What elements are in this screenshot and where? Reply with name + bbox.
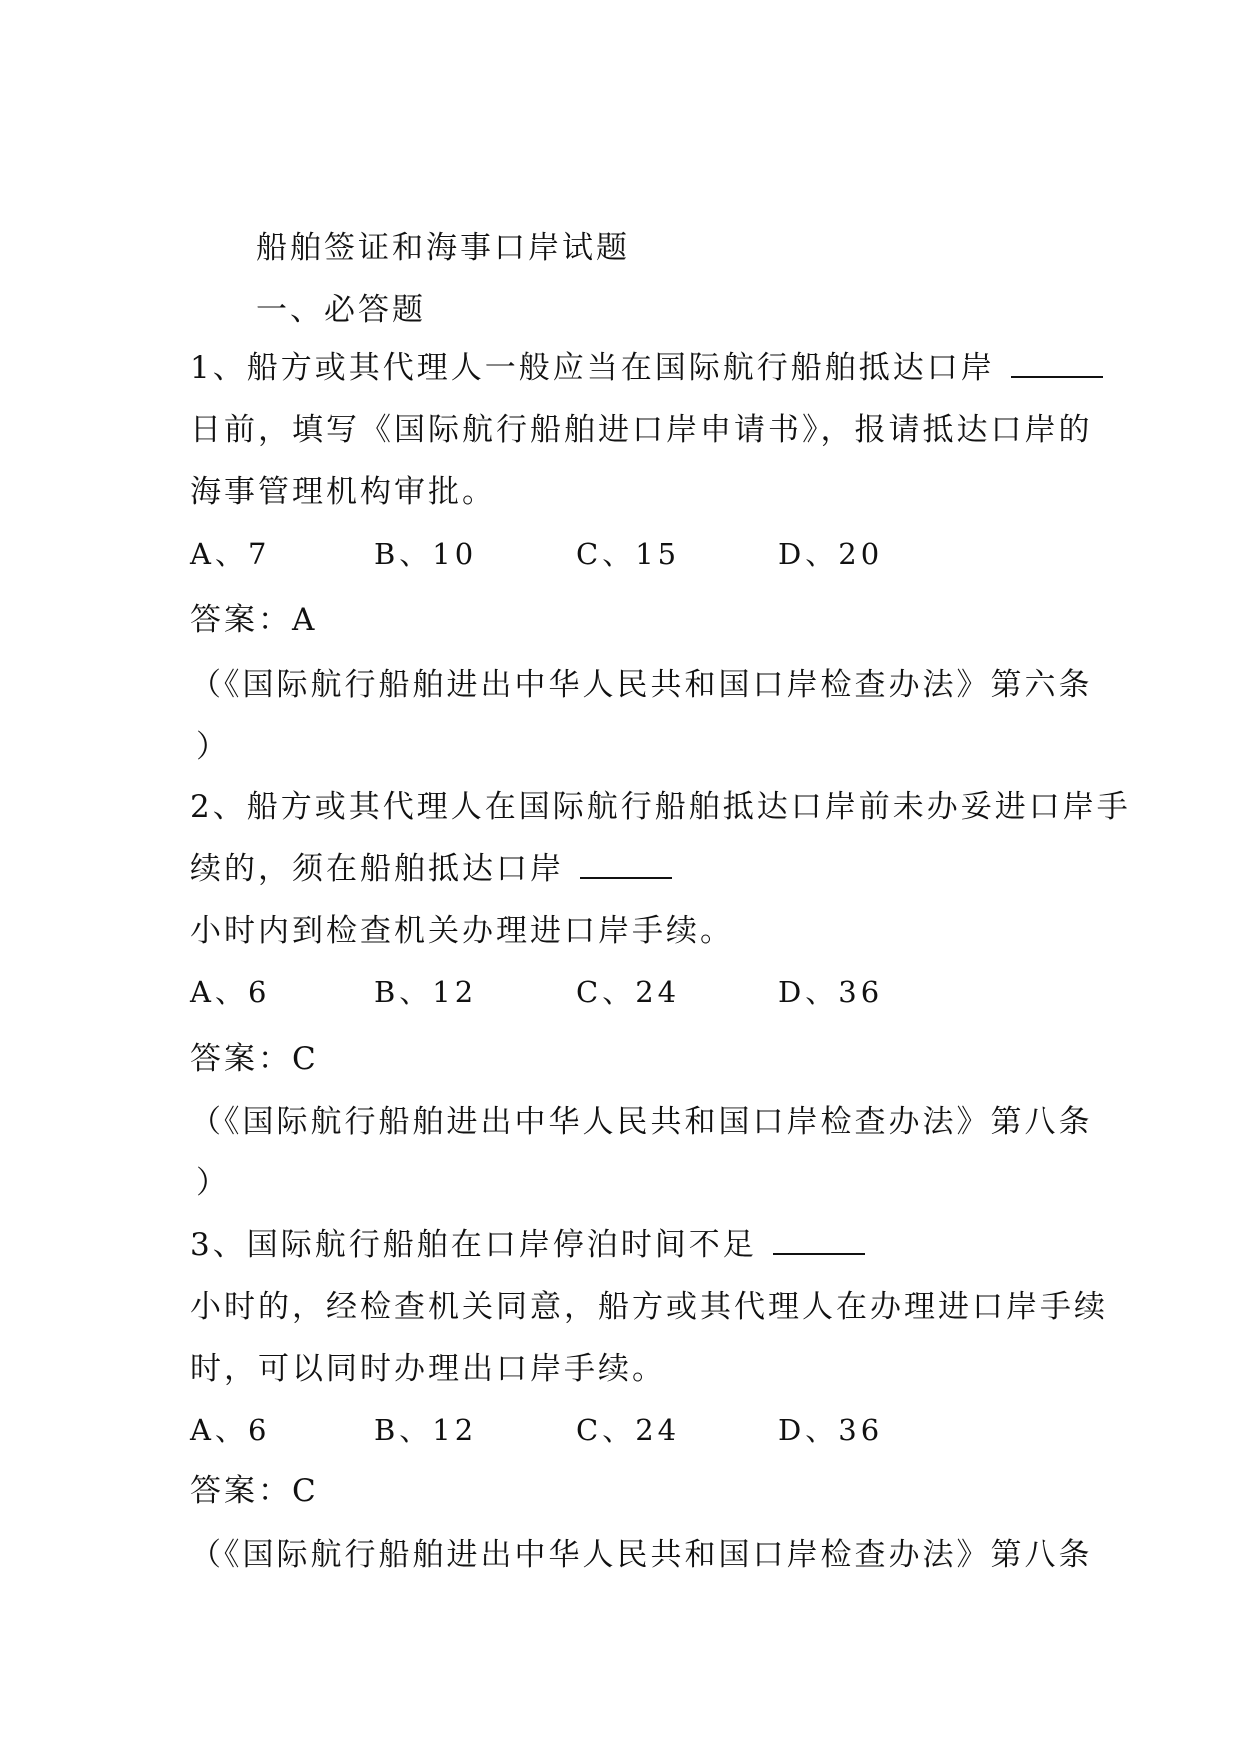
question-1-line-2: 日前，填写《国际航行船舶进口岸申请书》，报请抵达口岸的 [190,412,1093,448]
question-3-source: （《国际航行船舶进出中华人民共和国口岸检查办法》第八条 [190,1537,1093,1573]
question-1-line-3: 海事管理机构审批。 [190,474,496,510]
question-3-line-3: 时，可以同时办理出口岸手续。 [190,1351,666,1387]
question-1-option-d: D、20 [778,537,884,571]
question-3-text: 3、国际航行船舶在口岸停泊时间不足 [190,1227,757,1263]
question-1-option-b: B、10 [374,537,478,571]
question-2-source: （《国际航行船舶进出中华人民共和国口岸检查办法》第八条 [190,1104,1093,1140]
question-2-line-1: 2、船方或其代理人在国际航行船舶抵达口岸前未办妥进口岸手 [190,789,1131,825]
question-2-option-c: C、24 [576,975,681,1009]
question-2-line-3: 小时内到检查机关办理进口岸手续。 [190,913,734,949]
question-3-line-1 [190,1225,865,1265]
question-1-blank [1011,350,1103,378]
question-3-option-b: B、12 [374,1413,478,1447]
question-1-source: （《国际航行船舶进出中华人民共和国口岸检查办法》第六条 [190,667,1093,703]
question-2-text: 续的，须在船舶抵达口岸 [190,851,564,887]
question-2-option-d: D、36 [778,975,884,1009]
question-1-option-a: A、7 [190,537,271,571]
question-2-option-a: A、6 [190,975,271,1009]
question-3-line-2: 小时的，经检查机关同意，船方或其代理人在办理进口岸手续 [190,1289,1108,1325]
question-3-option-d: D、36 [778,1413,884,1447]
section-heading: 一、必答题 [256,292,426,328]
document-title: 船舶签证和海事口岸试题 [256,230,630,266]
question-2-blank [580,851,672,879]
question-2-source-end: ） [196,1165,230,1201]
question-3-answer: 答案：C [190,1473,319,1509]
question-1-option-c: C、15 [576,537,681,571]
question-2-option-b: B、12 [374,975,478,1009]
question-1-text: 1、船方或其代理人一般应当在国际航行船舶抵达口岸 [190,350,995,386]
question-3-option-c: C、24 [576,1413,681,1447]
question-1-answer: 答案：A [190,602,318,638]
question-3-option-a: A、6 [190,1413,271,1447]
question-2-line-2 [190,849,672,889]
question-3-blank [773,1227,865,1255]
question-2-answer: 答案：C [190,1041,319,1077]
question-1-source-end: ） [196,729,230,765]
question-1-line-1 [190,348,1103,388]
